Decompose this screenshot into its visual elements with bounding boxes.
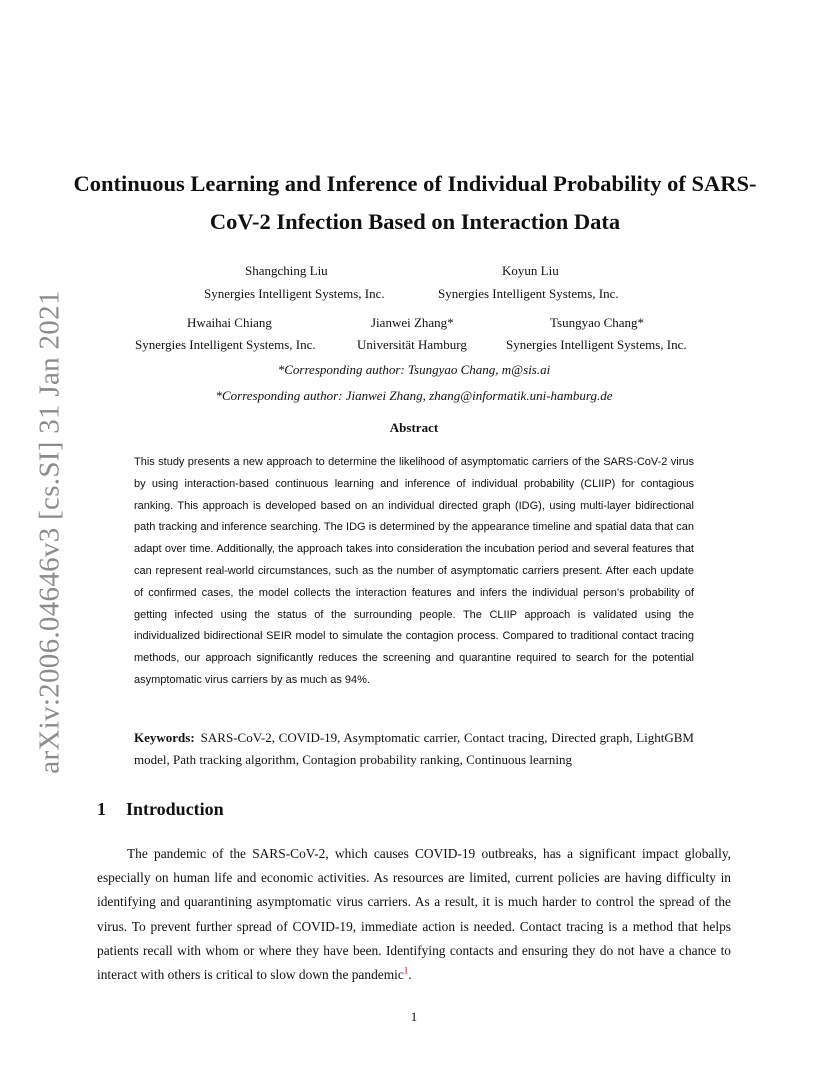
introduction-paragraph [97,842,731,987]
author-block [135,336,316,354]
author-name: Tsungyao Chang* [550,315,645,330]
author-name: Hwaihai Chiang [187,315,272,330]
keywords-block [134,727,694,771]
abstract-heading: Abstract [389,420,439,435]
author-affiliation: Synergies Intelligent Systems, Inc. [506,337,687,352]
author-name: Shangching Liu [245,263,328,278]
section-title: Introduction [126,799,224,819]
section-number: 1 [97,799,106,819]
author-affiliation: Synergies Intelligent Systems, Inc. [135,337,316,352]
author-affiliation: Universität Hamburg [357,337,467,352]
section-heading [97,799,224,820]
author-block [245,262,328,280]
corresponding-author-note: *Corresponding author: Tsungyao Chang, m@sis.ai [277,362,551,377]
paper-title: Continuous Learning and Inference of Individual Probability of SARS-CoV-2 Infection Based on Interaction Data [73,171,757,234]
arxiv-identifier: arXiv:2006.04646v3 [cs.SI] 31 Jan 2021 [33,290,66,774]
author-name: Koyun Liu [502,263,559,278]
page-number: 1 [410,1009,418,1024]
author-name: Jianwei Zhang* [371,315,454,330]
footnote-link[interactable]: 1 [403,965,409,976]
keywords-list: SARS-CoV-2, COVID-19, Asymptomatic carrier, Contact tracing, Directed graph, LightGBM model, Path tracking algorithm, Contagion probability ranking, Continuous learning [134,730,694,767]
author-block [204,285,385,303]
author-block [357,336,467,354]
corresponding-author-note: *Corresponding author: Jianwei Zhang, zhang@informatik.uni-hamburg.de [215,388,613,403]
intro-end: . [408,967,412,983]
author-affiliation: Synergies Intelligent Systems, Inc. [204,286,385,301]
author-affiliation: Synergies Intelligent Systems, Inc. [438,286,619,301]
abstract-text: This study presents a new approach to determine the likelihood of asymptomatic carriers of the SARS-CoV-2 virus by using interaction-based continuous learning and inference of individual probability (CLIIP) for contagious ranking. This approach is developed based on an individual directed graph (IDG), using multi-layer bidirectional path tracking and inference searching. The IDG is determined by the appearance timeline and spatial data that can adapt over time. Additionally, the approach takes into consideration the incubation period and several features that can represent real-world circumstances, such as the number of asymptomatic carriers present. After each update of confirmed cases, the model collects the interaction features and infers the individual person’s probability of getting infected using the status of the surrounding people. The CLIIP approach is validated using the individualized bidirectional SEIR model to simulate the contagion process. Compared to traditional contact tracing methods, our approach significantly reduces the screening and quarantine required to search for the potential asymptomatic virus carriers by as much as 94%. [134,456,694,686]
intro-text: The pandemic of the SARS-CoV-2, which causes COVID-19 outbreaks, has a significant impact globally, especially on human life and economic activities. As resources are limited, current policies are having difficulty in identifying and quarantining asymptomatic virus carriers. As a result, it is much harder to control the spread of the virus. To prevent further spread of COVID-19, immediate action is needed. Contact tracing is a method that helps patients recall with whom or where they have been. Identifying contacts and ensuring they do not have a chance to interact with others is critical to slow down the pandemic [97,846,731,983]
author-block [371,314,454,332]
author-block [438,285,619,303]
author-block [502,262,559,280]
author-block [550,314,644,332]
author-block [506,336,687,354]
author-block [187,314,272,332]
keywords-label: Keywords: [134,730,195,745]
